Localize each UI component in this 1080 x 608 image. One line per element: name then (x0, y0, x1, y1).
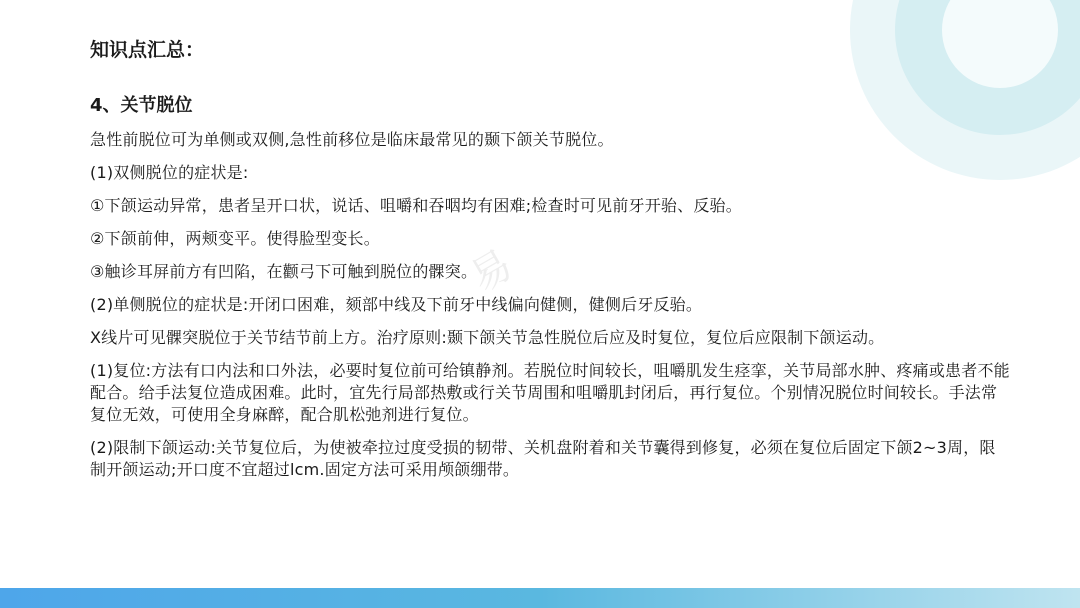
subsection-title: 4、关节脱位 (90, 95, 193, 116)
paragraph-symptom-3: ③触诊耳屏前方有凹陷，在颧弓下可触到脱位的髁突。 (90, 262, 478, 281)
paragraph-restriction: (2)限制下颌运动:关节复位后，为使被牵拉过度受损的韧带、关机盘附着和关节囊得到修复，必须在复位后固定下颌2~3周，限制开颌运动;开口度不宜超过lcm.固定方法可采用颅颌绷带。 (90, 438, 996, 479)
section-title: 知识点汇总： (90, 39, 205, 61)
slide-content (90, 36, 1010, 492)
paragraph-unilateral: (2)单侧脱位的症状是:开闭口困难，颏部中线及下前牙中线偏向健侧，健侧后牙反骀。 (90, 295, 703, 314)
paragraph-symptom-1: ①下颌运动异常，患者呈开口状，说话、咀嚼和吞咽均有困难;检查时可见前牙开骀、反骀。 (90, 196, 742, 215)
paragraph-bilateral-heading: (1)双侧脱位的症状是: (90, 163, 249, 182)
paragraph-reduction: (1)复位:方法有口内法和口外法，必要时复位前可给镇静剂。若脱位时间较长，咀嚼肌发生痉挛，关节局部水肿、疼痛或患者不能配合。给手法复位造成困难。此时，宜先行局部热敷或行关节周围和咀嚼肌封闭后，再行复位。个别情况脱位时间较长。手法常复位无效，可使用全身麻醉，配合肌松弛剂进行复位。 (90, 361, 1010, 424)
watermark: 易 (462, 241, 521, 302)
paragraph-intro: 急性前脱位可为单侧或双侧,急性前移位是临床最常见的颞下颌关节脱位。 (90, 130, 614, 149)
paragraph-symptom-2: ②下颌前伸，两颊变平。使得脸型变长。 (90, 229, 380, 248)
paragraph-xray-treatment: X线片可见髁突脱位于关节结节前上方。治疗原则:颞下颌关节急性脱位后应及时复位，复位后应限制下颌运动。 (90, 328, 885, 347)
bottom-gradient-bar (0, 588, 1080, 608)
